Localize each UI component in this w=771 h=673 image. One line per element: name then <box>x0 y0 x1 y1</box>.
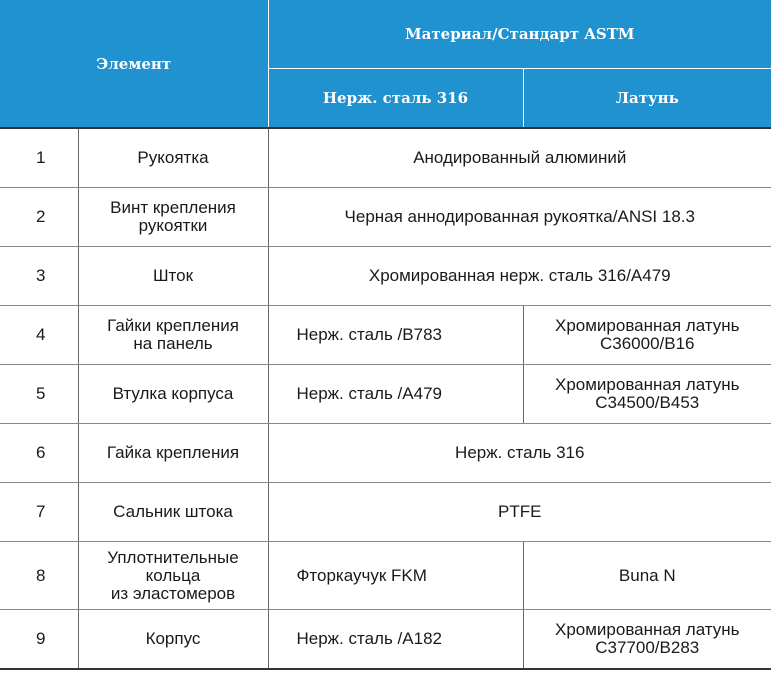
table-row <box>0 424 771 483</box>
material-brass-cell <box>523 306 771 365</box>
material-steel-cell <box>268 610 523 670</box>
material-merged-cell-text: PTFE <box>498 502 542 521</box>
material-merged-cell <box>268 128 771 188</box>
element-name-cell <box>78 306 268 365</box>
material-brass-cell-text: Хромированная латунь C36000/B16 <box>554 316 740 353</box>
row-number-cell <box>0 542 78 610</box>
header-brass: Латунь <box>523 68 771 128</box>
table-row <box>0 483 771 542</box>
element-name-cell-text: Рукоятка <box>137 148 209 167</box>
material-brass-cell-text: Хромированная латунь C37700/B283 <box>554 620 740 657</box>
row-number-cell <box>0 365 78 424</box>
element-name-cell <box>78 610 268 670</box>
row-number-cell <box>0 610 78 670</box>
row-number-cell <box>0 483 78 542</box>
element-name-cell-text: Винт крепления рукоятки <box>110 198 236 235</box>
row-number-cell-text: 6 <box>36 443 46 462</box>
row-number-cell <box>0 247 78 306</box>
material-steel-cell-text: Нерж. сталь /B783 <box>296 325 442 344</box>
material-brass-cell-text: Хромированная латунь C34500/B453 <box>554 375 740 412</box>
material-merged-cell-text: Нерж. сталь 316 <box>455 443 585 462</box>
material-steel-cell <box>268 306 523 365</box>
material-merged-cell <box>268 188 771 247</box>
row-number-cell-text: 4 <box>36 325 46 344</box>
material-brass-cell <box>523 365 771 424</box>
table-body <box>0 128 771 669</box>
table-row <box>0 542 771 610</box>
row-number-cell-text: 2 <box>36 207 46 226</box>
element-name-cell-text: Уплотнительные кольца из эластомеров <box>107 547 239 603</box>
material-merged-cell <box>268 483 771 542</box>
element-name-cell-text: Втулка корпуса <box>112 384 234 403</box>
element-name-cell <box>78 542 268 610</box>
material-merged-cell-text: Черная аннодированная рукоятка/ANSI 18.3 <box>344 207 695 226</box>
row-number-cell-text: 8 <box>36 565 46 585</box>
row-number-cell-text: 1 <box>36 148 46 167</box>
header-element: Элемент <box>0 0 268 128</box>
material-steel-cell-text: Нерж. сталь /A479 <box>296 384 442 403</box>
table-row <box>0 610 771 670</box>
element-name-cell <box>78 188 268 247</box>
row-number-cell-text: 9 <box>36 629 46 648</box>
element-name-cell <box>78 247 268 306</box>
row-number-cell-text: 3 <box>36 266 46 285</box>
table-row <box>0 128 771 188</box>
material-brass-cell <box>523 610 771 670</box>
material-merged-cell <box>268 424 771 483</box>
material-brass-cell-text: Buna N <box>618 565 676 585</box>
row-number-cell <box>0 188 78 247</box>
table-row <box>0 306 771 365</box>
table-header <box>0 0 771 128</box>
table-row <box>0 365 771 424</box>
table-row <box>0 247 771 306</box>
header-material-group: Материал/Стандарт ASTM <box>268 0 771 68</box>
material-merged-cell <box>268 247 771 306</box>
row-number-cell-text: 7 <box>36 502 46 521</box>
table-row <box>0 188 771 247</box>
material-steel-cell <box>268 542 523 610</box>
material-merged-cell-text: Анодированный алюминий <box>413 148 627 167</box>
material-steel-cell-text: Нерж. сталь /A182 <box>296 629 442 648</box>
row-number-cell <box>0 306 78 365</box>
header-steel: Нерж. сталь 316 <box>268 68 523 128</box>
element-name-cell <box>78 483 268 542</box>
row-number-cell-text: 5 <box>36 384 46 403</box>
element-name-cell-text: Шток <box>152 266 194 285</box>
element-name-cell <box>78 365 268 424</box>
row-number-cell <box>0 128 78 188</box>
element-name-cell <box>78 424 268 483</box>
material-brass-cell <box>523 542 771 610</box>
element-name-cell <box>78 128 268 188</box>
material-steel-cell <box>268 365 523 424</box>
element-name-cell-text: Гайка крепления <box>106 443 240 462</box>
element-name-cell-text: Сальник штока <box>113 502 233 521</box>
element-name-cell-text: Гайки крепления на панель <box>107 316 239 353</box>
row-number-cell <box>0 424 78 483</box>
element-name-cell-text: Корпус <box>145 629 201 648</box>
material-merged-cell-text: Хромированная нерж. сталь 316/A479 <box>368 266 671 285</box>
material-steel-cell-text: Фторкаучук FKM <box>296 565 427 585</box>
